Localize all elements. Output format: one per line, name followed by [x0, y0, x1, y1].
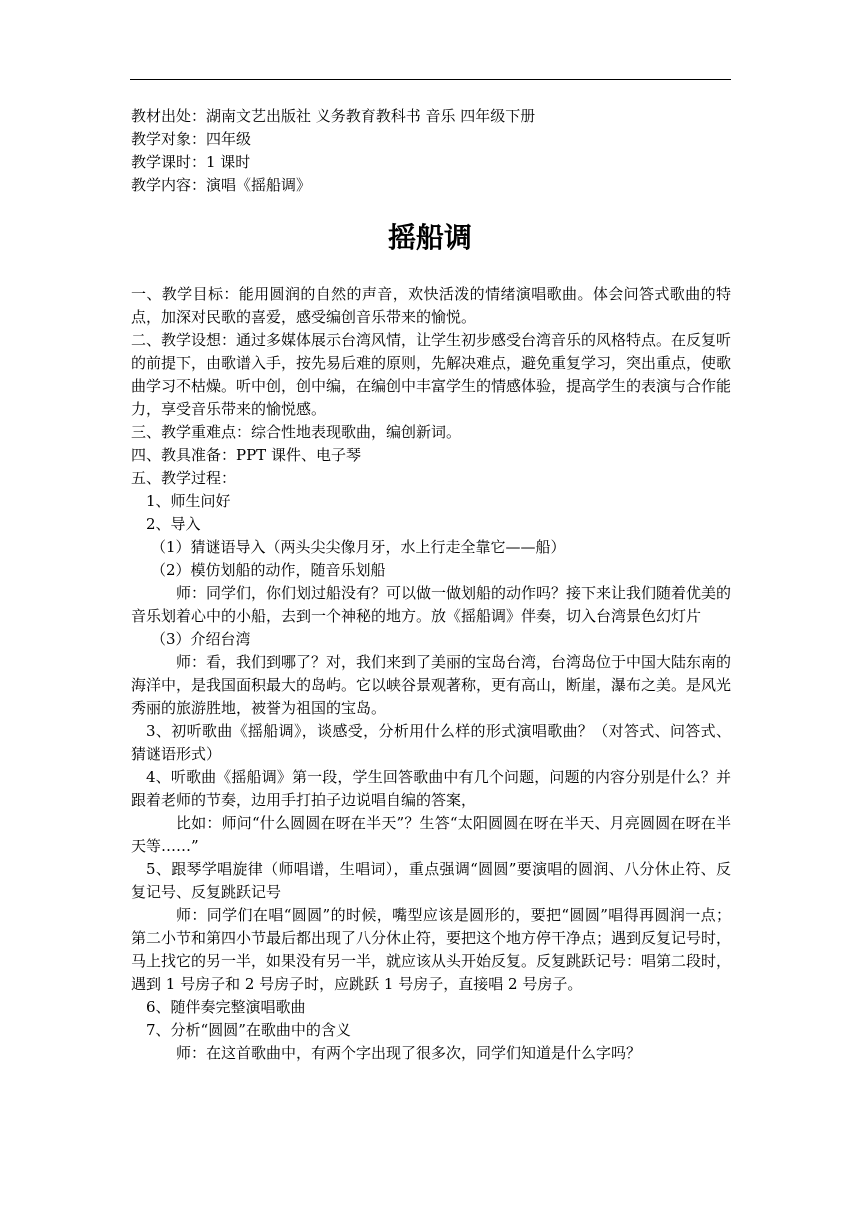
header-rule [130, 79, 731, 80]
step-6: 6、随伴奏完整演唱歌曲 [146, 998, 306, 1016]
step-7-text: 师：在这首歌曲中，有两个字出现了很多次，同学们知道是什么字吗？ [176, 1044, 642, 1062]
lesson-meta [131, 105, 731, 197]
section-key: 三、教学重难点：综合性地表现歌曲，编创新词。 [131, 423, 462, 441]
step-4: 4、听歌曲《摇船调》第一段，学生回答歌曲中有几个问题，问题的内容分别是什么？并跟着老师的节奏，边用手打拍子边说唱自编的答案， [131, 768, 731, 809]
section-goal: 一、教学目标：能用圆润的自然的声音，欢快活泼的情绪演唱歌曲。体会问答式歌曲的特点，加深对民歌的喜爱，感受编创音乐带来的愉悦。 [131, 285, 731, 326]
step-1: 1、师生问好 [146, 492, 231, 510]
meta-hours: 教学课时：1 课时 [131, 153, 251, 171]
step-7: 7、分析“圆圆”在歌曲中的含义 [146, 1021, 351, 1039]
meta-content: 教学内容：演唱《摇船调》 [131, 176, 312, 194]
step-2-1: （1）猜谜语导入（两头尖尖像月牙，水上行走全靠它——船） [151, 538, 566, 556]
step-2-2-text: 师：同学们，你们划过船没有？可以做一做划船的动作吗？接下来让我们随着优美的音乐划着心中的小船，去到一个神秘的地方。放《摇船调》伴奏，切入台湾景色幻灯片 [131, 584, 732, 625]
section-tools: 四、教具准备：PPT 课件、电子琴 [131, 446, 361, 464]
step-3: 3、初听歌曲《摇船调》，谈感受，分析用什么样的形式演唱歌曲？（对答式、问答式、猜谜语形式） [131, 722, 731, 763]
step-2: 2、导入 [146, 515, 201, 533]
meta-source: 教材出处：湖南文艺出版社 义务教育教科书 音乐 四年级下册 [131, 107, 536, 125]
section-process: 五、教学过程： [131, 469, 237, 487]
step-5-text: 师：同学们在唱“圆圆”的时候，嘴型应该是圆形的，要把“圆圆”唱得再圆润一点；第二小节和第四小节最后都出现了八分休止符，要把这个地方停干净点；遇到反复记号时，马上找它的另一半，如果没有另一半，就应该从头开始反复。反复跳跃记号：唱第二段时，遇到 1 号房子和 2 号房子时，应跳跃 1 号房子，直接唱 2 号房子。 [131, 906, 732, 993]
meta-target: 教学对象：四年级 [131, 130, 252, 148]
page-title: 摇船调 [387, 221, 472, 254]
step-2-3: （3）介绍台湾 [151, 630, 251, 648]
step-4-text: 比如：师问“什么圆圆在呀在半天”？生答“太阳圆圆在呀在半天、月亮圆圆在呀在半天等……” [131, 814, 731, 855]
lesson-body [131, 283, 731, 1065]
step-5: 5、跟琴学唱旋律（师唱谱，生唱词），重点强调“圆圆”要演唱的圆润、八分休止符、反复记号、反复跳跃记号 [131, 860, 731, 901]
section-design: 二、教学设想：通过多媒体展示台湾风情，让学生初步感受台湾音乐的风格特点。在反复听的前提下，由歌谱入手，按先易后难的原则，先解决难点，避免重复学习，突出重点，使歌曲学习不枯燥。听中创，创中编，在编创中丰富学生的情感体验，提高学生的表演与合作能力，享受音乐带来的愉悦感。 [131, 331, 732, 418]
step-2-3-text: 师：看，我们到哪了？对，我们来到了美丽的宝岛台湾，台湾岛位于中国大陆东南的海洋中，是我国面积最大的岛屿。它以峡谷景观著称，更有高山，断崖，瀑布之美。是风光秀丽的旅游胜地，被誉为祖国的宝岛。 [131, 653, 732, 717]
step-2-2: （2）模仿划船的动作，随音乐划船 [151, 561, 386, 579]
